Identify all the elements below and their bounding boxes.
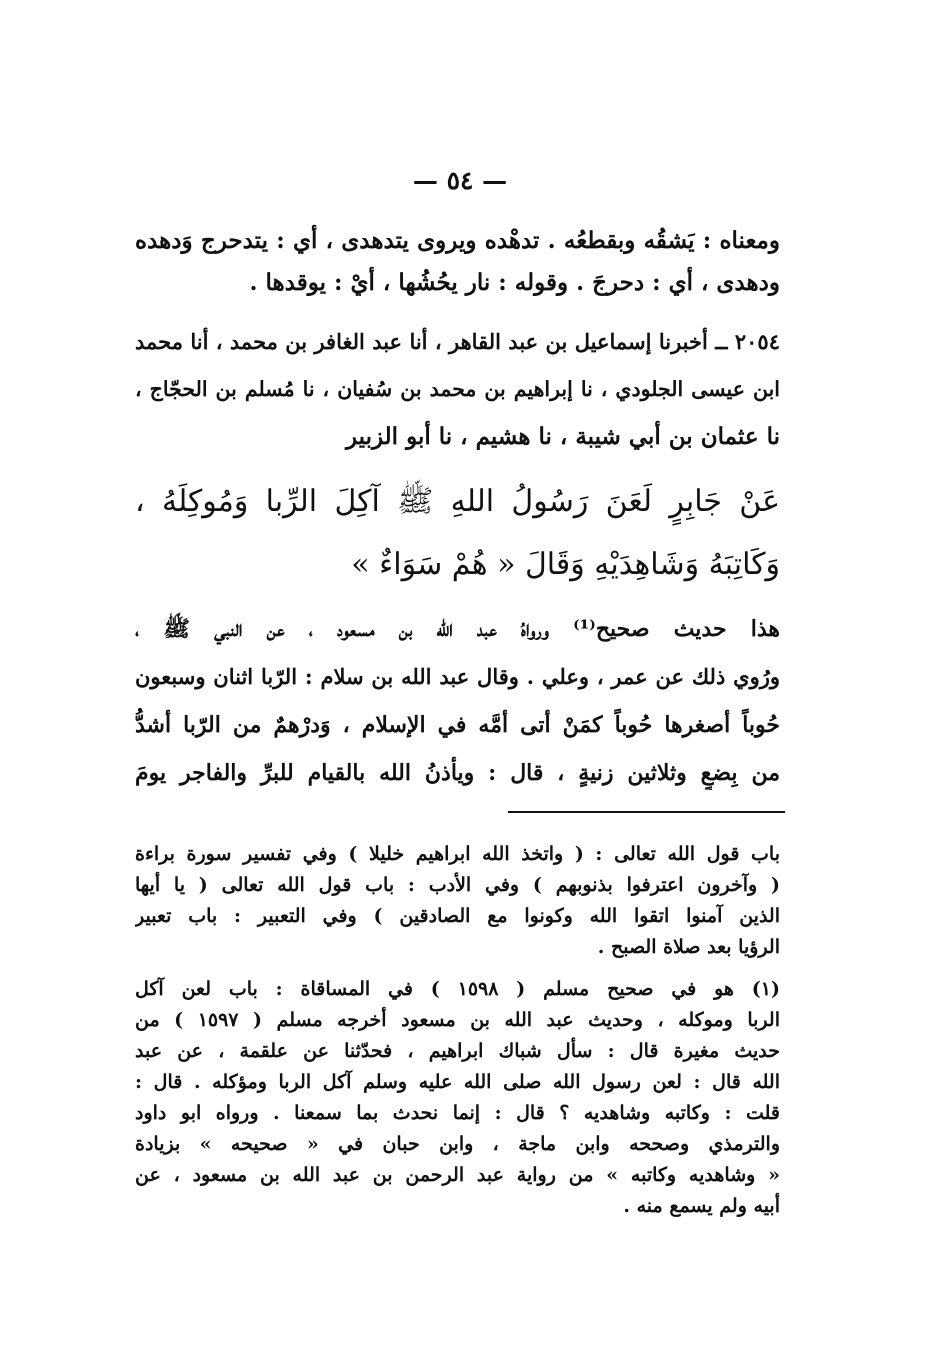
intro-line: ودهدى ، أي : دحرجَ . وقوله : نار يحُشُها ، أيْ : يوقدها . [249,269,780,296]
isnad-line: نا عثمان بن أبي شيبة ، نا هشيم ، نا أبو الزبير [345,423,780,450]
page-number: — ٥٤ — [412,166,508,195]
footnote-line: الرؤيا بعد صلاة الصبح . [597,936,780,958]
footnote-divider [508,811,785,813]
footnote-line: والترمذي وصححه وابن ماجة ، وابن حبان في « صحيحه » بزيادة [135,1133,780,1155]
hadith-text-line: وَكَاتِبَهُ وَشَاهِدَيْهِ وَقَالَ « هُمْ سَوَاءٌ » [351,547,780,582]
commentary-line: هذا حديث صحيح⁽¹⁾ ورواهُ عبد الله بن مسعود ، عن النبي ﷺ ، [135,616,780,642]
footnote-line: أبيه ولم يسمع منه . [623,1195,780,1217]
isnad-line: ابن عيسى الجلودي ، نا إبراهيم بن محمد بن سُفيان ، نا مُسلم بن الحجّاج ، [135,377,780,401]
footnote-line: (١) هو في صحيح مسلم ( ١٥٩٨ ) في المساقاة : باب لعن آكل [135,978,780,1000]
commentary-line: من بِضعٍ وثلاثين زنيةٍ ، قال : ويأذنُ الله بالقيام للبرِّ والفاجر يومَ [135,760,780,786]
hadith-text-line: عَنْ جَابِرٍ لَعَنَ رَسُولُ اللهِ ﷺ آكِلَ الرِّبا وَمُوكِلَهُ ، [135,484,780,519]
footnote-line: باب قول الله تعالى : ( واتخذ الله ابراهيم خليلا ) وفي تفسير سورة براءة [135,843,780,865]
intro-line: ومعناه : يَشقُه وبقطعُه . تدهْده ويروى يتدهدى ، أي : يتدحرج وَدهده [135,227,780,254]
commentary-line: ورُوي ذلك عن عمر ، وعلي . وقال عبد الله بن سلام : الرّبا اثنان وسبعون [135,664,780,689]
footnote-line: الربا وموكله ، وحديث عبد الله بن مسعود أخرجه مسلم ( ١٥٩٧ ) من [135,1009,780,1031]
isnad-line: ٢٠٥٤ ــ أخبرنا إسماعيل بن عبد القاهر ، أنا عبد الغافر بن محمد ، أنا محمد [135,329,780,354]
commentary-line: حُوباً أصغرها حُوباً كمَنْ أتى أمَّه في الإسلام ، وَدرْهمٌ من الرّبا أشدُّ [135,712,780,738]
footnote-line: حديث مغيرة قال : سأل شباك ابراهيم ، فحدّثنا عن علقمة ، عن عبد [135,1040,780,1062]
footnote-line: الله قال : لعن رسول الله صلى الله عليه وسلم آكل الربا ومؤكله . قال : [135,1071,780,1093]
footnote-line: « وشاهديه وكاتبه » من رواية عبد الرحمن بن عبد الله بن مسعود ، عن [135,1164,780,1186]
footnote-line: ( وآخرون اعترفوا بذنوبهم ) وفي الأدب : باب قول الله تعالى ( يا أيها [135,874,780,896]
footnote-line: قلت : وكاتبه وشاهديه ؟ قال : إنما نحدث بما سمعنا . ورواه ابو داود [135,1102,780,1124]
footnote-line: الذين آمنوا اتقوا الله وكونوا مع الصادقين ) وفي التعبير : باب تعبير [135,905,780,927]
